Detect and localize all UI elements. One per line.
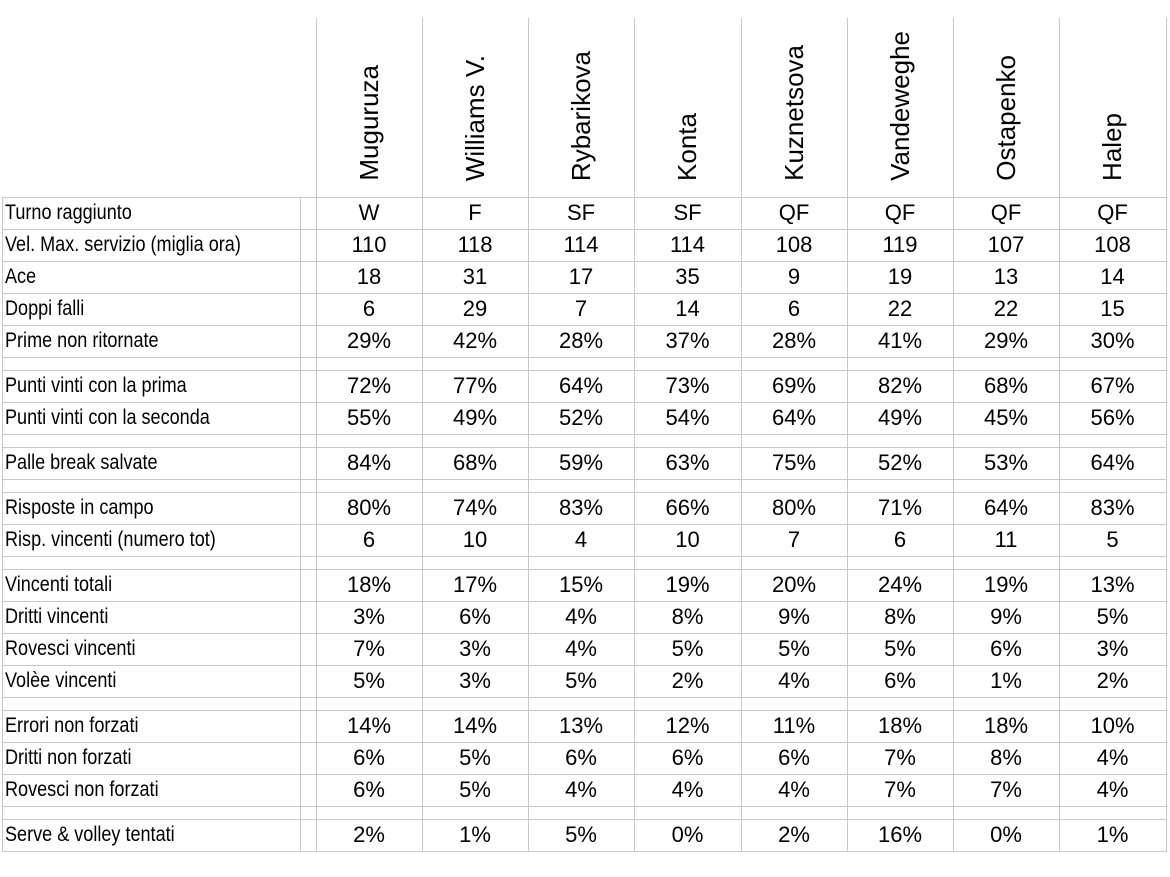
table-cell: 29 bbox=[462, 296, 488, 321]
table-cell: 8% bbox=[884, 604, 916, 629]
table-cell: 3% bbox=[1096, 636, 1129, 661]
table-cell: 80% bbox=[771, 495, 817, 520]
row-label: Turno raggiunto bbox=[5, 201, 132, 224]
column-header-cell bbox=[847, 18, 953, 181]
table-cell: 75% bbox=[771, 450, 817, 475]
table-cell: 1% bbox=[990, 668, 1022, 693]
table-cell: 2% bbox=[353, 822, 385, 847]
table-cell: 14% bbox=[346, 713, 392, 738]
row-label: Errori non forzati bbox=[5, 714, 139, 737]
table-cell: 4% bbox=[565, 604, 597, 629]
table-cell: 42% bbox=[452, 328, 498, 353]
table-cell: 29% bbox=[346, 328, 392, 353]
table-cell: 19% bbox=[665, 572, 710, 597]
table-cell: QF bbox=[990, 200, 1022, 225]
table-cell: 71% bbox=[877, 495, 923, 520]
table-cell: 18 bbox=[356, 264, 382, 289]
table-cell: 6% bbox=[671, 745, 704, 770]
row-label: Dritti vincenti bbox=[5, 605, 109, 628]
table-cell: 4 bbox=[574, 527, 588, 552]
column-header: Kuznetsova bbox=[778, 45, 809, 181]
table-cell: 4% bbox=[565, 777, 597, 802]
column-header-cell bbox=[1059, 18, 1166, 181]
table-cell: 45% bbox=[983, 405, 1029, 430]
table-cell: 7% bbox=[990, 777, 1022, 802]
table-cell: 10 bbox=[462, 527, 488, 552]
table-cell: 7% bbox=[353, 636, 385, 661]
table-cell: 68% bbox=[452, 450, 498, 475]
table-cell: 3% bbox=[459, 636, 491, 661]
table-cell: 64% bbox=[771, 405, 817, 430]
table-cell: 22 bbox=[887, 296, 913, 321]
table-cell: 6% bbox=[353, 777, 385, 802]
table-cell: 5% bbox=[353, 668, 385, 693]
table-cell: 9% bbox=[990, 604, 1022, 629]
row-label: Prime non ritornate bbox=[5, 329, 159, 352]
row-gridline bbox=[2, 357, 1167, 358]
table-cell: 67% bbox=[1090, 373, 1135, 398]
table-cell: 119 bbox=[882, 232, 918, 257]
row-gridline bbox=[2, 479, 1167, 480]
table-cell: 5% bbox=[565, 822, 597, 847]
table-cell: 64% bbox=[983, 495, 1029, 520]
table-cell: 2% bbox=[1096, 668, 1129, 693]
table-cell: 118 bbox=[457, 232, 493, 257]
table-cell: 1% bbox=[459, 822, 491, 847]
table-cell: 7 bbox=[787, 527, 801, 552]
table-cell: 13% bbox=[558, 713, 604, 738]
table-cell: 52% bbox=[558, 405, 604, 430]
table-cell: 10% bbox=[1090, 713, 1135, 738]
table-cell: 73% bbox=[665, 373, 710, 398]
column-header-cell bbox=[634, 18, 741, 181]
table-cell: 2% bbox=[671, 668, 704, 693]
table-cell: 7 bbox=[574, 296, 588, 321]
table-cell: 84% bbox=[346, 450, 392, 475]
column-header: Konta bbox=[672, 113, 702, 181]
table-cell: 22 bbox=[993, 296, 1019, 321]
table-cell: 83% bbox=[1090, 495, 1135, 520]
column-header-cell bbox=[953, 18, 1059, 181]
table-cell: 15% bbox=[558, 572, 604, 597]
table-cell: 66% bbox=[665, 495, 710, 520]
table-cell: 49% bbox=[452, 405, 498, 430]
row-gridline bbox=[2, 434, 1167, 435]
row-label: Rovesci non forzati bbox=[5, 778, 159, 801]
table-cell: 53% bbox=[983, 450, 1029, 475]
row-label: Rovesci vincenti bbox=[5, 637, 136, 660]
table-cell: 77% bbox=[452, 373, 498, 398]
table-cell: 107 bbox=[987, 232, 1025, 257]
table-cell: 56% bbox=[1090, 405, 1135, 430]
column-header: Halep bbox=[1097, 113, 1127, 181]
table-cell: 114 bbox=[669, 232, 706, 257]
row-label: Vel. Max. servizio (miglia ora) bbox=[5, 233, 241, 256]
table-cell: 5 bbox=[1106, 527, 1119, 552]
table-cell: 108 bbox=[775, 232, 813, 257]
column-header: Vandeweghe bbox=[884, 31, 915, 181]
table-cell: W bbox=[358, 200, 380, 225]
table-cell: 4% bbox=[565, 636, 597, 661]
table-cell: 4% bbox=[778, 777, 810, 802]
table-cell: 41% bbox=[877, 328, 923, 353]
row-label: Palle break salvate bbox=[5, 451, 158, 474]
table-cell: 3% bbox=[459, 668, 491, 693]
table-cell: 64% bbox=[558, 373, 604, 398]
table-cell: 7% bbox=[884, 745, 916, 770]
table-cell: 0% bbox=[990, 822, 1022, 847]
column-header: Rybarikova bbox=[565, 50, 596, 181]
table-cell: 18% bbox=[346, 572, 392, 597]
table-cell: 11% bbox=[772, 713, 816, 738]
table-cell: 5% bbox=[459, 777, 491, 802]
column-header-cell bbox=[422, 18, 528, 181]
row-label: Punti vinti con la prima bbox=[5, 374, 187, 397]
row-label: Risp. vincenti (numero tot) bbox=[5, 528, 216, 551]
table-cell: 5% bbox=[778, 636, 810, 661]
table-cell: 83% bbox=[558, 495, 604, 520]
table-cell: 37% bbox=[665, 328, 710, 353]
table-cell: 69% bbox=[771, 373, 817, 398]
table-cell: 1% bbox=[1096, 822, 1129, 847]
table-cell: 5% bbox=[459, 745, 491, 770]
table-cell: 6% bbox=[990, 636, 1022, 661]
table-cell: 17 bbox=[568, 264, 594, 289]
row-gridline bbox=[2, 851, 1167, 852]
column-header-cell bbox=[741, 18, 847, 181]
table-cell: 6% bbox=[353, 745, 385, 770]
column-header: Muguruza bbox=[353, 65, 384, 181]
column-header-cell bbox=[528, 18, 634, 181]
column-header-cell bbox=[316, 18, 422, 181]
table-cell: 9 bbox=[787, 264, 801, 289]
row-label: Doppi falli bbox=[5, 297, 85, 320]
table-cell: 19% bbox=[983, 572, 1029, 597]
table-cell: 114 bbox=[563, 232, 599, 257]
table-cell: 6 bbox=[787, 296, 801, 321]
table-cell: 80% bbox=[346, 495, 392, 520]
table-cell: 72% bbox=[346, 373, 392, 398]
table-cell: 6% bbox=[565, 745, 597, 770]
table-cell: 11 bbox=[994, 527, 1018, 552]
table-cell: 6% bbox=[884, 668, 916, 693]
table-cell: 17% bbox=[452, 572, 498, 597]
table-cell: 14 bbox=[1100, 264, 1125, 289]
table-cell: 59% bbox=[558, 450, 604, 475]
table-cell: 3% bbox=[353, 604, 385, 629]
table-cell: 19 bbox=[887, 264, 913, 289]
column-header: Ostapenko bbox=[990, 55, 1021, 181]
table-cell: 8% bbox=[990, 745, 1022, 770]
row-gridline bbox=[2, 697, 1167, 698]
row-label: Vincenti totali bbox=[5, 573, 113, 596]
table-cell: 5% bbox=[1096, 604, 1129, 629]
table-cell: 4% bbox=[1096, 777, 1129, 802]
table-cell: 4% bbox=[1096, 745, 1129, 770]
table-cell: 18% bbox=[983, 713, 1029, 738]
table-cell: 28% bbox=[771, 328, 817, 353]
table-cell: 52% bbox=[877, 450, 923, 475]
table-cell: F bbox=[468, 200, 482, 225]
table-cell: QF bbox=[1097, 200, 1128, 225]
table-cell: 74% bbox=[452, 495, 498, 520]
table-cell: 31 bbox=[462, 264, 488, 289]
table-cell: 15 bbox=[1100, 296, 1125, 321]
table-cell: 5% bbox=[671, 636, 704, 661]
row-label: Risposte in campo bbox=[5, 496, 154, 519]
table-cell: SF bbox=[566, 200, 596, 225]
table-cell: 30% bbox=[1090, 328, 1135, 353]
table-cell: 13% bbox=[1090, 572, 1135, 597]
column-header: Williams V. bbox=[459, 54, 490, 181]
table-cell: 5% bbox=[565, 668, 597, 693]
table-cell: SF bbox=[673, 200, 702, 225]
table-cell: QF bbox=[778, 200, 810, 225]
table-cell: 2% bbox=[778, 822, 810, 847]
row-label: Dritti non forzati bbox=[5, 746, 132, 769]
table-cell: 8% bbox=[671, 604, 704, 629]
row-label: Punti vinti con la seconda bbox=[5, 406, 210, 429]
table-cell: 4% bbox=[671, 777, 704, 802]
table-cell: 68% bbox=[983, 373, 1029, 398]
row-gridline bbox=[2, 806, 1167, 807]
table-cell: 29% bbox=[983, 328, 1029, 353]
table-cell: 82% bbox=[877, 373, 923, 398]
table-cell: 28% bbox=[558, 328, 604, 353]
table-cell: 6% bbox=[459, 604, 491, 629]
table-cell: 6% bbox=[778, 745, 810, 770]
row-label: Serve & volley tentati bbox=[5, 823, 175, 846]
table-cell: 64% bbox=[1090, 450, 1135, 475]
table-cell: 55% bbox=[346, 405, 392, 430]
table-cell: 4% bbox=[778, 668, 810, 693]
table-cell: 35 bbox=[675, 264, 700, 289]
table-cell: 5% bbox=[884, 636, 916, 661]
table-cell: 10 bbox=[675, 527, 700, 552]
table-cell: 49% bbox=[877, 405, 923, 430]
table-cell: 18% bbox=[877, 713, 923, 738]
table-cell: 54% bbox=[665, 405, 710, 430]
table-cell: 20% bbox=[771, 572, 817, 597]
table-cell: 24% bbox=[877, 572, 923, 597]
table-cell: 13 bbox=[993, 264, 1019, 289]
table-cell: 63% bbox=[665, 450, 710, 475]
row-label: Volèe vincenti bbox=[5, 669, 117, 692]
row-gridline bbox=[2, 556, 1167, 557]
table-cell: 14% bbox=[452, 713, 498, 738]
table-cell: 6 bbox=[362, 296, 376, 321]
row-label: Ace bbox=[5, 265, 37, 288]
table-cell: 14 bbox=[675, 296, 700, 321]
table-cell: 9% bbox=[778, 604, 810, 629]
table-cell: 108 bbox=[1094, 232, 1131, 257]
table-cell: 12% bbox=[665, 713, 710, 738]
table-cell: 110 bbox=[351, 232, 387, 257]
table-cell: QF bbox=[884, 200, 916, 225]
table-cell: 7% bbox=[884, 777, 916, 802]
table-cell: 6 bbox=[362, 527, 376, 552]
table-cell: 16% bbox=[877, 822, 923, 847]
table-cell: 0% bbox=[671, 822, 704, 847]
table-cell: 6 bbox=[893, 527, 907, 552]
